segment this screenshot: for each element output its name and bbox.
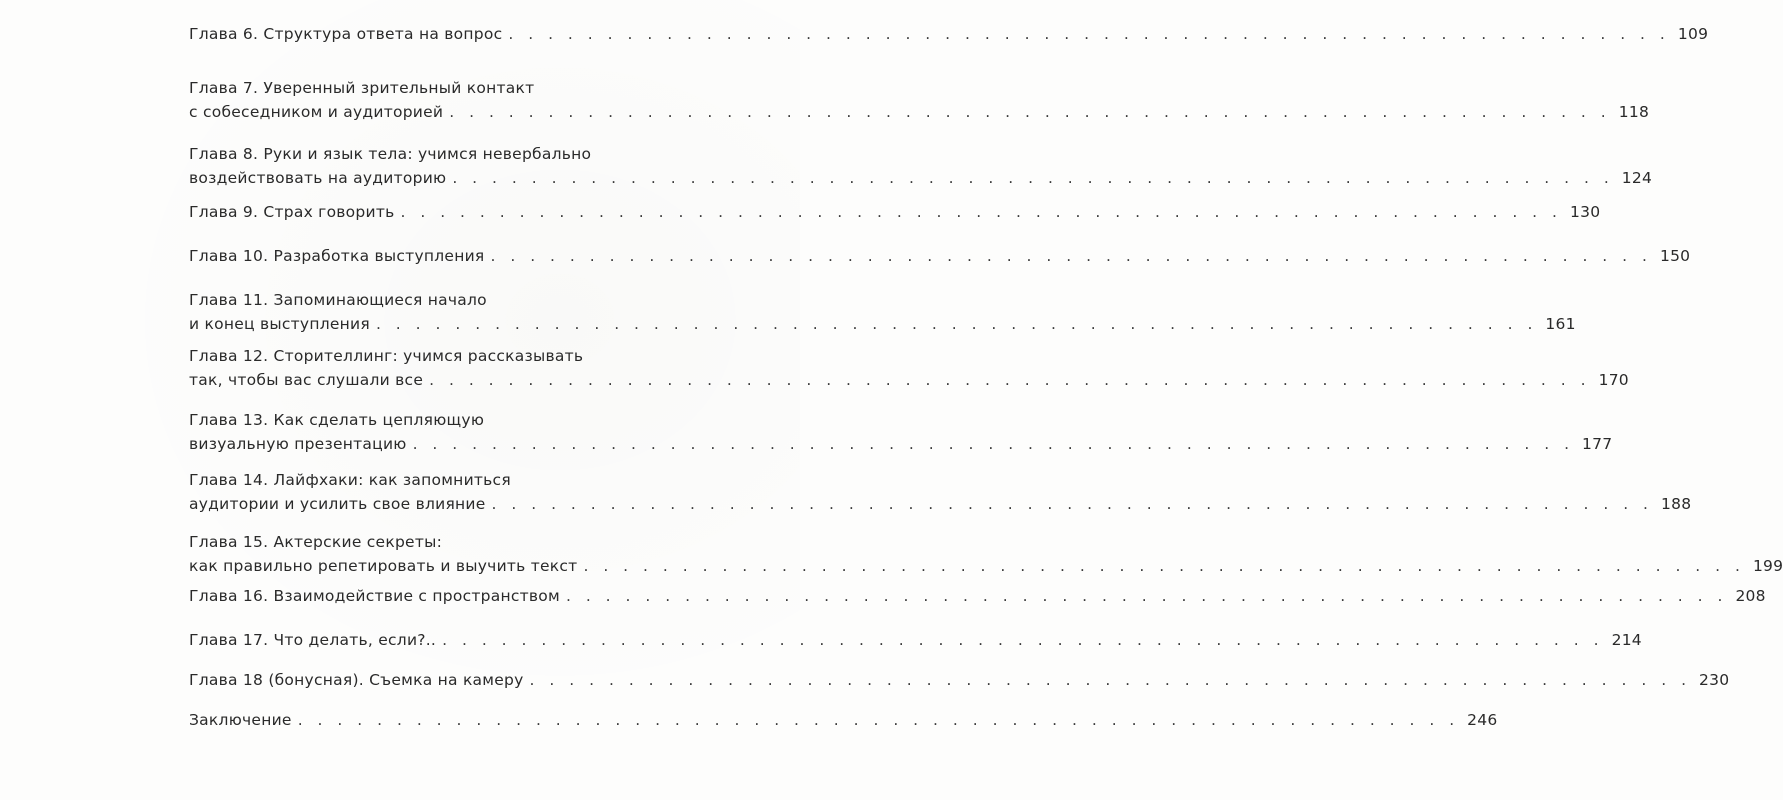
toc-entry (189, 142, 1653, 190)
toc-entry-title: Глава 17. Что делать, если?.. (189, 631, 437, 649)
dot-leader: . . . . . . . . . . . . . . . . . . . . . . . . . . . . . . . . . . . . . . . . . . . . . . . . . . . . . . . . . . . (400, 203, 1562, 221)
toc-entry (189, 628, 1642, 652)
dot-leader: . . . . . . . . . . . . . . . . . . . . . . . . . . . . . . . . . . . . . . . . . . . . . . . . . . . . . . . . . . . (375, 315, 1538, 333)
toc-page-number: 214 (1611, 631, 1642, 649)
toc-entry (189, 344, 1629, 392)
toc-entry-line (189, 312, 1576, 336)
dot-leader: . . . . . . . . . . . . . . . . . . . . . . . . . . . . . . . . . . . . . . . . . . . . . . . . . . . . . . . . . . . (508, 25, 1670, 43)
dot-leader: . . . . . . . . . . . . . . . . . . . . . . . . . . . . . . . . . . . . . . . . . . . . . . . . . . . . . . . . . . . (491, 495, 1653, 513)
dot-leader: . . . . . . . . . . . . . . . . . . . . . . . . . . . . . . . . . . . . . . . . . . . . . . . . . . . . . . . . . . . (442, 631, 1604, 649)
toc-entry-title-continued: с собеседником и аудиторией (189, 103, 444, 121)
toc-page-number: 109 (1677, 25, 1709, 43)
toc-entry (189, 76, 1650, 124)
toc-entry-line (189, 432, 1613, 456)
toc-entry-title-continued: аудитории и усилить свое влияние (189, 495, 486, 513)
dot-leader: . . . . . . . . . . . . . . . . . . . . . . . . . . . . . . . . . . . . . . . . . . . . . . . . . . . . . . . . . . . (429, 371, 1591, 389)
toc-entry-title-continued: воздействовать на аудиторию (189, 169, 447, 187)
dot-leader: . . . . . . . . . . . . . . . . . . . . . . . . . . . . . . . . . . . . . . . . . . . . . . . . . . . . . . . . . . . (449, 103, 1611, 121)
toc-entry-title-continued: как правильно репетировать и выучить текст (189, 557, 578, 575)
toc-page-number: 208 (1735, 587, 1766, 605)
toc-entry-title: Глава 13. Как сделать цепляющую (189, 411, 485, 429)
toc-page-number: 199 (1752, 557, 1783, 575)
toc-page-number: 130 (1569, 203, 1601, 221)
toc-entry-line (189, 708, 1498, 732)
toc-entry (189, 200, 1601, 224)
toc-page-number: 118 (1618, 103, 1650, 121)
toc-entry-title: Глава 10. Разработка выступления (189, 247, 485, 265)
toc-entry-line (189, 100, 1650, 124)
toc-entry-line (189, 628, 1642, 652)
toc-entry-title: Глава 7. Уверенный зрительный контакт (189, 79, 535, 97)
toc-entry-line (189, 22, 1709, 46)
toc-entry (189, 468, 1692, 516)
toc-page-number: 124 (1621, 169, 1653, 187)
dot-leader: . . . . . . . . . . . . . . . . . . . . . . . . . . . . . . . . . . . . . . . . . . . . . . . . . . . . . . . . . . . (452, 169, 1614, 187)
toc-entry-line (189, 584, 1766, 608)
toc-entry-title: Глава 16. Взаимодействие с пространством (189, 587, 560, 605)
toc-entry-line (189, 244, 1691, 268)
toc-entry (189, 584, 1766, 608)
toc-entry-title: Глава 8. Руки и язык тела: учимся невербально (189, 145, 592, 163)
toc-page-number: 161 (1545, 315, 1576, 333)
toc-entry (189, 708, 1498, 732)
dot-leader: . . . . . . . . . . . . . . . . . . . . . . . . . . . . . . . . . . . . . . . . . . . . . . . . . . . . . . . . . . . (565, 587, 1728, 605)
toc-page-number: 230 (1699, 671, 1730, 689)
toc-entry-title: Глава 9. Страх говорить (189, 203, 395, 221)
toc-entry-title: Глава 6. Структура ответа на вопрос (189, 25, 503, 43)
toc-page-number: 188 (1660, 495, 1692, 513)
toc-entry (189, 408, 1613, 456)
dot-leader: . . . . . . . . . . . . . . . . . . . . . . . . . . . . . . . . . . . . . . . . . . . . . . . . . . . . . . . . . . . (529, 671, 1692, 689)
toc-entry (189, 668, 1730, 692)
toc-entry-title-continued: так, чтобы вас слушали все (189, 371, 424, 389)
toc-entry (189, 22, 1709, 46)
toc-entry-line (189, 492, 1692, 516)
dot-leader: . . . . . . . . . . . . . . . . . . . . . . . . . . . . . . . . . . . . . . . . . . . . . . . . . . . . . . . . . . . (412, 435, 1575, 453)
toc-entry-title-continued: визуальную презентацию (189, 435, 407, 453)
toc-entry-title: Глава 11. Запоминающиеся начало (189, 291, 487, 309)
toc-entry-title: Глава 12. Сторителлинг: учимся рассказывать (189, 347, 584, 365)
toc-entry-title: Заключение (189, 711, 292, 729)
toc-entry-line (189, 368, 1629, 392)
toc-entry-title: Глава 14. Лайфхаки: как запомниться (189, 471, 511, 489)
toc-entry-line (189, 166, 1653, 190)
toc-entry (189, 288, 1576, 336)
toc-entry-line (189, 668, 1730, 692)
toc-entry-line (189, 554, 1783, 578)
toc-entry-title: Глава 15. Актерские секреты: (189, 533, 443, 551)
toc-entry-title-continued: и конец выступления (189, 315, 370, 333)
toc-page-number: 170 (1598, 371, 1629, 389)
toc-entry-title: Глава 18 (бонусная). Съемка на камеру (189, 671, 524, 689)
dot-leader: . . . . . . . . . . . . . . . . . . . . . . . . . . . . . . . . . . . . . . . . . . . . . . . . . . . . . . . . . . . (490, 247, 1652, 265)
toc-entry-line (189, 200, 1601, 224)
toc-page-number: 177 (1582, 435, 1613, 453)
toc-entry (189, 244, 1691, 268)
toc-page-number: 246 (1467, 711, 1498, 729)
toc-page-number: 150 (1659, 247, 1691, 265)
dot-leader: . . . . . . . . . . . . . . . . . . . . . . . . . . . . . . . . . . . . . . . . . . . . . . . . . . . . . . . . . . . (297, 711, 1460, 729)
toc-entry (189, 530, 1783, 578)
dot-leader: . . . . . . . . . . . . . . . . . . . . . . . . . . . . . . . . . . . . . . . . . . . . . . . . . . . . . . . . . . . (583, 557, 1745, 575)
